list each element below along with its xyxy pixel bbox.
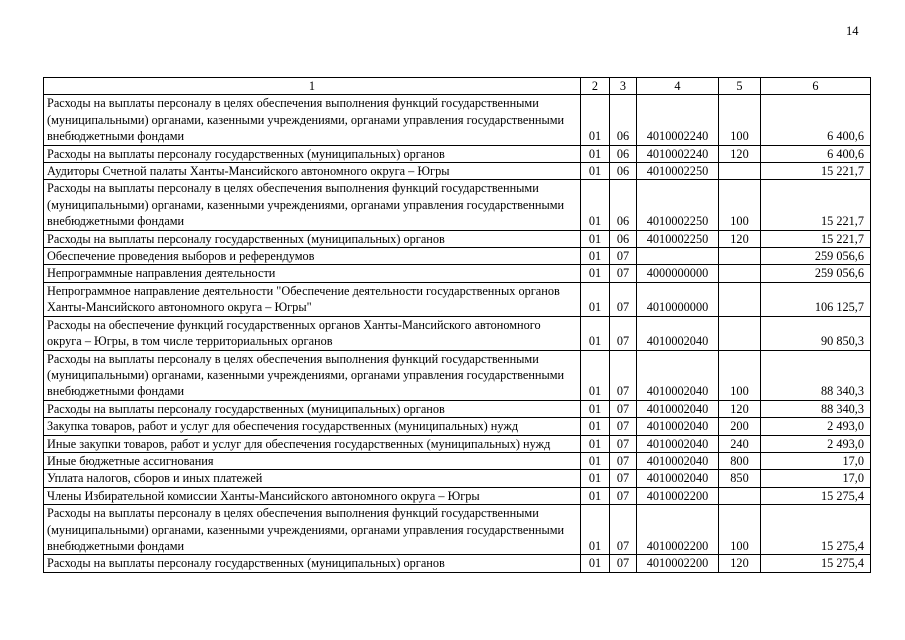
expense-type-cell bbox=[719, 282, 761, 316]
section-code-cell: 01 bbox=[581, 350, 610, 400]
expense-name-cell: Расходы на выплаты персоналу в целях обеспечения выполнения функций государственными (муниципальными) органами, казенными учреждениями, органами управления государственными внебюджетными фондами bbox=[44, 350, 581, 400]
expense-name-cell: Члены Избирательной комиссии Ханты-Мансийского автономного округа – Югры bbox=[44, 487, 581, 504]
table-row bbox=[44, 452, 871, 469]
expense-type-cell: 100 bbox=[719, 505, 761, 555]
column-header: 3 bbox=[610, 78, 637, 95]
table-row bbox=[44, 230, 871, 247]
table-row bbox=[44, 435, 871, 452]
section-code-cell: 01 bbox=[581, 282, 610, 316]
table-row bbox=[44, 163, 871, 180]
expense-name-cell: Закупка товаров, работ и услуг для обеспечения государственных (муниципальных) нужд bbox=[44, 418, 581, 435]
section-code-cell: 01 bbox=[581, 555, 610, 572]
column-header: 6 bbox=[761, 78, 871, 95]
target-article-cell: 4010000000 bbox=[637, 282, 719, 316]
table-row bbox=[44, 400, 871, 417]
target-article-cell: 4010002250 bbox=[637, 180, 719, 230]
column-header: 2 bbox=[581, 78, 610, 95]
expense-name-cell: Обеспечение проведения выборов и референдумов bbox=[44, 248, 581, 265]
table-row bbox=[44, 180, 871, 230]
section-code-cell: 01 bbox=[581, 265, 610, 282]
target-article-cell: 4010002040 bbox=[637, 418, 719, 435]
subsection-code-cell: 07 bbox=[610, 248, 637, 265]
amount-cell: 88 340,3 bbox=[761, 400, 871, 417]
column-header: 1 bbox=[44, 78, 581, 95]
subsection-code-cell: 07 bbox=[610, 282, 637, 316]
target-article-cell: 4010002240 bbox=[637, 95, 719, 145]
amount-cell: 15 275,4 bbox=[761, 505, 871, 555]
expense-type-cell bbox=[719, 265, 761, 282]
section-code-cell: 01 bbox=[581, 95, 610, 145]
section-code-cell: 01 bbox=[581, 505, 610, 555]
table-row bbox=[44, 248, 871, 265]
table-header-row bbox=[44, 78, 871, 95]
amount-cell: 15 221,7 bbox=[761, 230, 871, 247]
expense-name-cell: Иные закупки товаров, работ и услуг для обеспечения государственных (муниципальных) нужд bbox=[44, 435, 581, 452]
target-article-cell: 4010002200 bbox=[637, 505, 719, 555]
table-row bbox=[44, 487, 871, 504]
target-article-cell: 4010002040 bbox=[637, 316, 719, 350]
table-row bbox=[44, 350, 871, 400]
target-article-cell: 4010002200 bbox=[637, 487, 719, 504]
section-code-cell: 01 bbox=[581, 452, 610, 469]
table-body bbox=[44, 95, 871, 572]
expense-type-cell: 850 bbox=[719, 470, 761, 487]
table-row bbox=[44, 145, 871, 162]
column-header: 4 bbox=[637, 78, 719, 95]
expense-name-cell: Непрограммные направления деятельности bbox=[44, 265, 581, 282]
amount-cell: 90 850,3 bbox=[761, 316, 871, 350]
section-code-cell: 01 bbox=[581, 230, 610, 247]
subsection-code-cell: 06 bbox=[610, 145, 637, 162]
expense-type-cell: 120 bbox=[719, 400, 761, 417]
expense-type-cell: 240 bbox=[719, 435, 761, 452]
table-row bbox=[44, 418, 871, 435]
expense-name-cell: Уплата налогов, сборов и иных платежей bbox=[44, 470, 581, 487]
subsection-code-cell: 07 bbox=[610, 452, 637, 469]
section-code-cell: 01 bbox=[581, 400, 610, 417]
amount-cell: 88 340,3 bbox=[761, 350, 871, 400]
target-article-cell: 4010002040 bbox=[637, 452, 719, 469]
subsection-code-cell: 07 bbox=[610, 265, 637, 282]
expense-name-cell: Расходы на обеспечение функций государственных органов Ханты-Мансийского автономного округа – Югры, в том числе территориальных органов bbox=[44, 316, 581, 350]
subsection-code-cell: 06 bbox=[610, 180, 637, 230]
subsection-code-cell: 07 bbox=[610, 555, 637, 572]
amount-cell: 106 125,7 bbox=[761, 282, 871, 316]
target-article-cell: 4010002240 bbox=[637, 145, 719, 162]
expense-type-cell: 120 bbox=[719, 145, 761, 162]
subsection-code-cell: 07 bbox=[610, 316, 637, 350]
section-code-cell: 01 bbox=[581, 248, 610, 265]
expense-name-cell: Расходы на выплаты персоналу государственных (муниципальных) органов bbox=[44, 555, 581, 572]
expense-type-cell bbox=[719, 248, 761, 265]
amount-cell: 6 400,6 bbox=[761, 95, 871, 145]
expense-name-cell: Аудиторы Счетной палаты Ханты-Мансийского автономного округа – Югры bbox=[44, 163, 581, 180]
expense-type-cell: 100 bbox=[719, 180, 761, 230]
amount-cell: 15 221,7 bbox=[761, 163, 871, 180]
expense-name-cell: Расходы на выплаты персоналу в целях обеспечения выполнения функций государственными (муниципальными) органами, казенными учреждениями, органами управления государственными внебюджетными фондами bbox=[44, 180, 581, 230]
table-row bbox=[44, 555, 871, 572]
expense-name-cell: Расходы на выплаты персоналу государственных (муниципальных) органов bbox=[44, 145, 581, 162]
expense-name-cell: Расходы на выплаты персоналу государственных (муниципальных) органов bbox=[44, 230, 581, 247]
section-code-cell: 01 bbox=[581, 316, 610, 350]
expense-type-cell bbox=[719, 316, 761, 350]
section-code-cell: 01 bbox=[581, 180, 610, 230]
target-article-cell: 4010002250 bbox=[637, 230, 719, 247]
expense-type-cell: 120 bbox=[719, 555, 761, 572]
target-article-cell: 4010002040 bbox=[637, 435, 719, 452]
table-row bbox=[44, 265, 871, 282]
expense-type-cell: 100 bbox=[719, 350, 761, 400]
expense-type-cell: 120 bbox=[719, 230, 761, 247]
target-article-cell: 4010002040 bbox=[637, 350, 719, 400]
subsection-code-cell: 06 bbox=[610, 230, 637, 247]
subsection-code-cell: 07 bbox=[610, 418, 637, 435]
amount-cell: 15 221,7 bbox=[761, 180, 871, 230]
subsection-code-cell: 06 bbox=[610, 163, 637, 180]
subsection-code-cell: 07 bbox=[610, 470, 637, 487]
expense-name-cell: Иные бюджетные ассигнования bbox=[44, 452, 581, 469]
target-article-cell: 4010002250 bbox=[637, 163, 719, 180]
expense-type-cell bbox=[719, 487, 761, 504]
section-code-cell: 01 bbox=[581, 470, 610, 487]
column-header: 5 bbox=[719, 78, 761, 95]
table-row bbox=[44, 470, 871, 487]
amount-cell: 17,0 bbox=[761, 470, 871, 487]
expense-name-cell: Непрограммное направление деятельности "Обеспечение деятельности государственных органов Ханты-Мансийского автономного округа – Югры" bbox=[44, 282, 581, 316]
table-row bbox=[44, 505, 871, 555]
section-code-cell: 01 bbox=[581, 163, 610, 180]
target-article-cell: 4010002040 bbox=[637, 470, 719, 487]
table-row bbox=[44, 282, 871, 316]
subsection-code-cell: 07 bbox=[610, 435, 637, 452]
amount-cell: 15 275,4 bbox=[761, 487, 871, 504]
subsection-code-cell: 07 bbox=[610, 350, 637, 400]
budget-table bbox=[43, 77, 871, 573]
section-code-cell: 01 bbox=[581, 145, 610, 162]
subsection-code-cell: 07 bbox=[610, 487, 637, 504]
expense-name-cell: Расходы на выплаты персоналу в целях обеспечения выполнения функций государственными (муниципальными) органами, казенными учреждениями, органами управления государственными внебюджетными фондами bbox=[44, 505, 581, 555]
subsection-code-cell: 06 bbox=[610, 95, 637, 145]
target-article-cell: 4000000000 bbox=[637, 265, 719, 282]
amount-cell: 6 400,6 bbox=[761, 145, 871, 162]
page-number: 14 bbox=[846, 24, 859, 38]
amount-cell: 259 056,6 bbox=[761, 265, 871, 282]
target-article-cell: 4010002200 bbox=[637, 555, 719, 572]
amount-cell: 2 493,0 bbox=[761, 418, 871, 435]
expense-type-cell: 800 bbox=[719, 452, 761, 469]
amount-cell: 17,0 bbox=[761, 452, 871, 469]
target-article-cell: 4010002040 bbox=[637, 400, 719, 417]
subsection-code-cell: 07 bbox=[610, 505, 637, 555]
amount-cell: 15 275,4 bbox=[761, 555, 871, 572]
section-code-cell: 01 bbox=[581, 487, 610, 504]
expense-type-cell: 200 bbox=[719, 418, 761, 435]
section-code-cell: 01 bbox=[581, 418, 610, 435]
target-article-cell bbox=[637, 248, 719, 265]
expense-type-cell bbox=[719, 163, 761, 180]
table-row bbox=[44, 316, 871, 350]
expense-name-cell: Расходы на выплаты персоналу государственных (муниципальных) органов bbox=[44, 400, 581, 417]
section-code-cell: 01 bbox=[581, 435, 610, 452]
table-row bbox=[44, 95, 871, 145]
subsection-code-cell: 07 bbox=[610, 400, 637, 417]
expense-name-cell: Расходы на выплаты персоналу в целях обеспечения выполнения функций государственными (муниципальными) органами, казенными учреждениями, органами управления государственными внебюджетными фондами bbox=[44, 95, 581, 145]
amount-cell: 2 493,0 bbox=[761, 435, 871, 452]
amount-cell: 259 056,6 bbox=[761, 248, 871, 265]
expense-type-cell: 100 bbox=[719, 95, 761, 145]
